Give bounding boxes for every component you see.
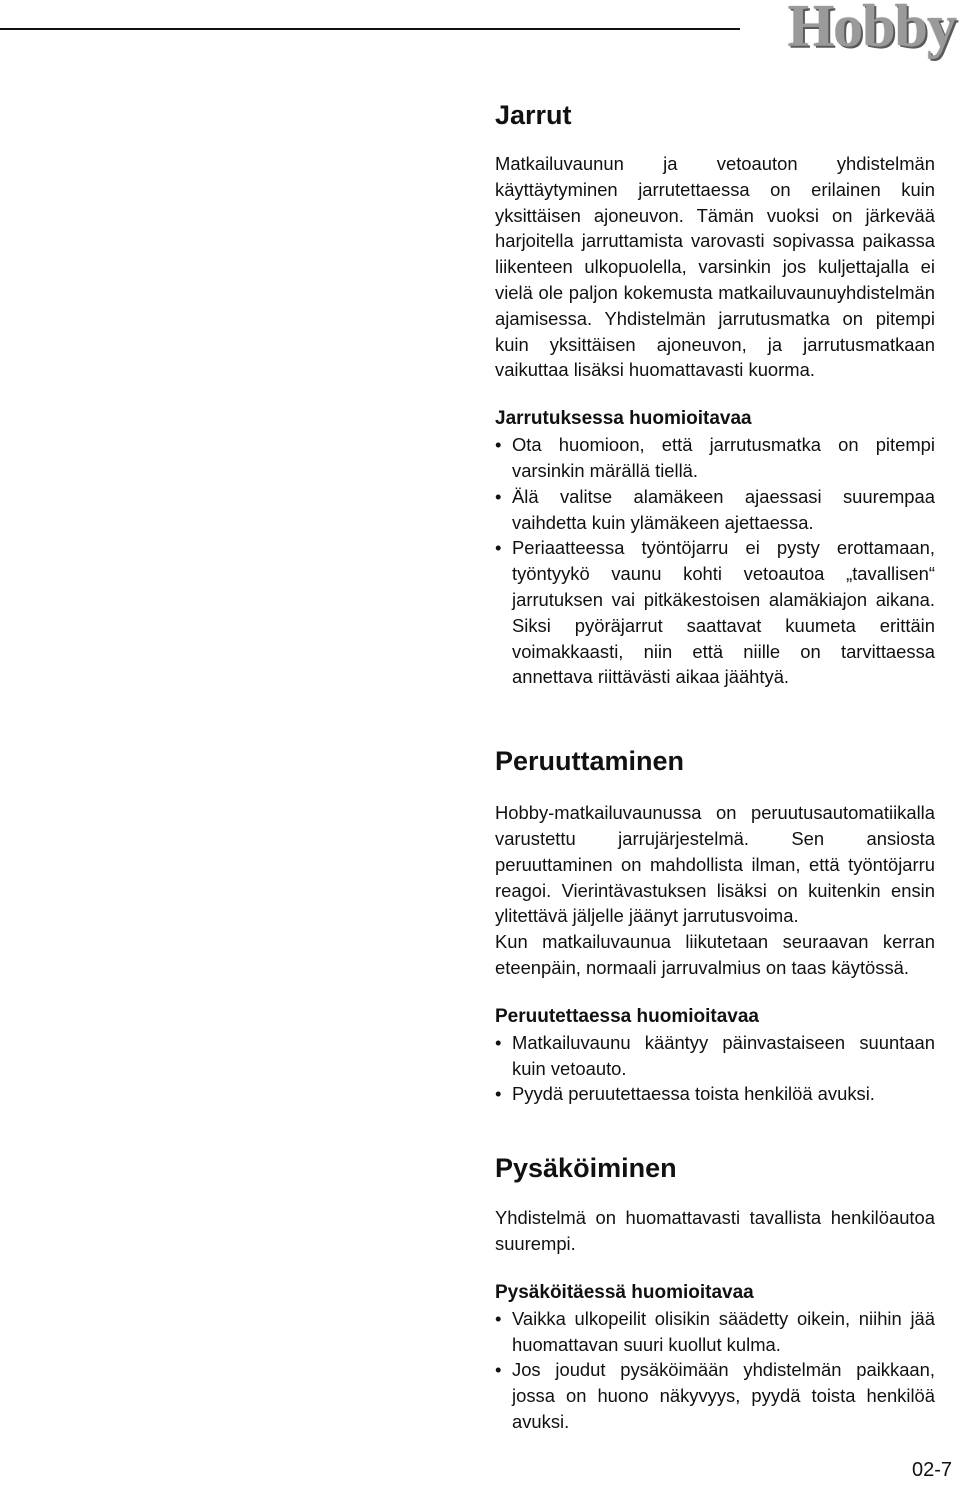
body-paragraph: Yhdistelmä on huomattavasti tavallista henkilöautoa suurempi.: [495, 1207, 935, 1254]
subheading: Pysäköitäessä huomioitavaa: [495, 1281, 754, 1303]
list-item: • Älä valitse alamäkeen ajaessasi suurempaa vaihdetta kuin ylämäkeen ajettaessa.: [495, 485, 935, 533]
header-rule: [0, 28, 740, 30]
bullet-icon: •: [495, 1307, 502, 1329]
list-item: • Periaatteessa työntöjarru ei pysty erottamaan, työntyykö vaunu kohti vetoautoa „tavallisen“ jarrutuksen vai pitkäkestoisen alamäkiajon aikana. Siksi pyöräjarrut saattavat kuumeta erittäin voimakkaasti, niin että niille on tarvittaessa annettava riittävästi aikaa jäähtyä.: [495, 537, 935, 688]
bullet-icon: •: [495, 1031, 502, 1053]
bullet-list: [495, 432, 935, 690]
subheading: Peruutettaessa huomioitavaa: [495, 1005, 759, 1027]
bullet-list: [495, 1030, 935, 1107]
hobby-logo: Hobby: [787, 0, 956, 59]
list-item: • Ota huomioon, että jarrutusmatka on pitempi varsinkin märällä tiellä.: [495, 434, 935, 481]
list-item: • Jos joudut pysäköimään yhdistelmän paikkaan, jossa on huono näkyvyys, pyydä toista henkilöä avuksi.: [495, 1359, 935, 1432]
bullet-icon: •: [495, 434, 502, 456]
section-title: Peruuttaminen: [495, 746, 685, 777]
page-number: 02-7: [911, 1459, 952, 1481]
content-column: [495, 96, 935, 1435]
section-title: Pysäköiminen: [495, 1153, 677, 1184]
body-paragraph: Hobby-matkailuvaunussa on peruutusautomatiikalla varustettu jarrujärjestelmä. Sen ansiosta peruuttaminen on mahdollista ilman, että työntöjarru reagoi. Vierintävastuksen lisäksi on kuitenkin ensin ylitettävä jäljelle jäänyt jarrutusvoima.: [495, 802, 935, 927]
bullet-list: [495, 1306, 935, 1435]
subheading: Jarrutuksessa huomioitavaa: [495, 408, 752, 430]
body-paragraph: Kun matkailuvaunua liikutetaan seuraavan kerran eteenpäin, normaali jarruvalmius on taas käytössä.: [495, 931, 935, 978]
list-item: • Pyydä peruutettaessa toista henkilöä avuksi.: [495, 1081, 935, 1107]
bullet-icon: •: [495, 1083, 502, 1105]
bullet-icon: •: [495, 537, 502, 559]
section-title: Jarrut: [495, 100, 572, 130]
list-item: • Matkailuvaunu kääntyy päinvastaiseen suuntaan kuin vetoauto.: [495, 1031, 935, 1079]
bullet-icon: •: [495, 485, 502, 507]
bullet-icon: •: [495, 1359, 502, 1381]
list-item: • Vaikka ulkopeilit olisikin säädetty oikein, niihin jää huomattavan suuri kuollut kulma.: [495, 1307, 935, 1355]
section-reversing: [495, 742, 935, 1107]
body-paragraph: Matkailuvaunun ja vetoauton yhdistelmän käyttäytyminen jarrutettaessa on erilainen kuin yksittäisen ajoneuvon. Tämän vuoksi on järkevää harjoitella jarruttamista varovasti sopivassa paikassa liikenteen ulkopuolella, varsinkin jos kuljettajalla ei vielä ole paljon kokemusta matkailuvaunuyhdistelmän ajamisessa. Yhdistelmän jarrutusmatka on pitempi kuin yksittäisen ajoneuvon, ja jarrutusmatkaan vaikuttaa lisäksi huomattavasti kuorma.: [495, 153, 935, 381]
section-parking: [495, 1149, 935, 1435]
section-brakes: [495, 96, 935, 690]
